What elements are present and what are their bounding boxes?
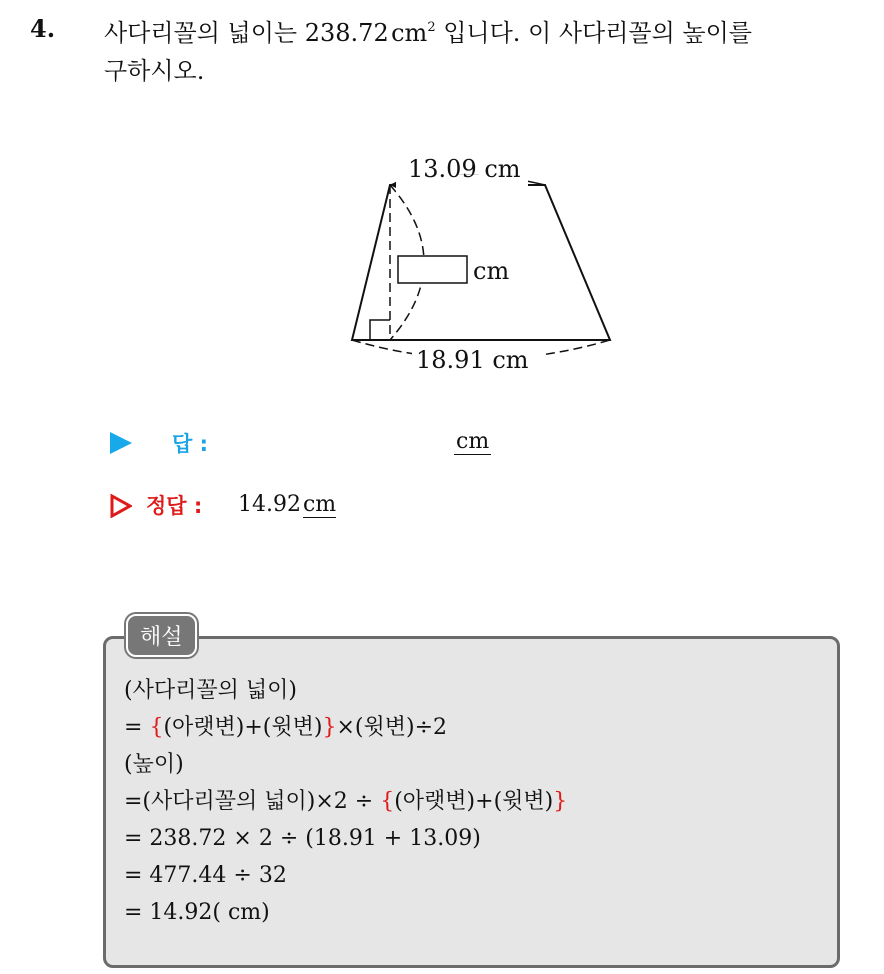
play-icon: [110, 432, 132, 454]
answer-unit: cm: [456, 429, 490, 454]
solution-line-6: = 477.44 ÷ 32: [124, 863, 287, 888]
right-angle-mark: [370, 320, 390, 340]
area-unit: cm: [391, 19, 428, 47]
solution-line-7: = 14.92( cm): [124, 900, 270, 925]
solution-line-5: = 238.72 × 2 ÷ (18.91 + 13.09): [124, 826, 481, 851]
outline-triangle-icon: [110, 494, 132, 518]
question-number: 4.: [30, 14, 56, 43]
correct-answer-unit: cm: [302, 492, 337, 517]
solution-line-2-open-brace: {: [149, 715, 164, 740]
solution-tab: 해설: [126, 614, 197, 657]
solution-line-4: [124, 783, 567, 820]
correct-answer: [238, 492, 336, 517]
height-answer-box: [398, 256, 467, 283]
correct-answer-value: 14.92: [238, 492, 301, 517]
correct-answer-label: 정답 :: [146, 494, 203, 518]
solution-line-2-rest: ×(윗변)÷2: [336, 715, 448, 740]
solution-line-4-close-brace: }: [553, 789, 568, 814]
trapezoid-figure: [340, 150, 630, 390]
answer-row: [110, 428, 530, 462]
question-text-start: 사다리꼴의 넓이는: [104, 19, 305, 47]
solution-line-2-eq: =: [124, 715, 150, 740]
solution-line-4-start: =(사다리꼴의 넓이)×2 ÷: [124, 789, 381, 814]
solution-lines: [124, 672, 567, 931]
height-unit-label: cm: [473, 257, 510, 285]
question-text-rest: 입니다. 이 사다리꼴의 높이를: [435, 19, 752, 47]
area-value: 238.72: [304, 19, 389, 47]
solution-line-4-sum: (아랫변)+(윗변): [394, 789, 554, 814]
question-text-line2: 구하시오.: [104, 57, 205, 85]
solution-line-2-sum: (아랫변)+(윗변): [163, 715, 323, 740]
solution-line-2: [124, 709, 567, 746]
correct-answer-row: [110, 488, 530, 524]
answer-label: 답 :: [172, 432, 208, 456]
bottom-length-label: 18.91 cm: [416, 346, 529, 374]
area-unit-exponent: 2: [427, 20, 436, 35]
solution-line-1: (사다리꼴의 넓이): [124, 678, 297, 703]
solution-line-3: (높이): [124, 752, 184, 777]
solution-line-4-open-brace: {: [380, 789, 395, 814]
question-text: [104, 14, 864, 90]
solution-line-2-close-brace: }: [322, 715, 337, 740]
top-length-label: 13.09 cm: [408, 155, 521, 183]
